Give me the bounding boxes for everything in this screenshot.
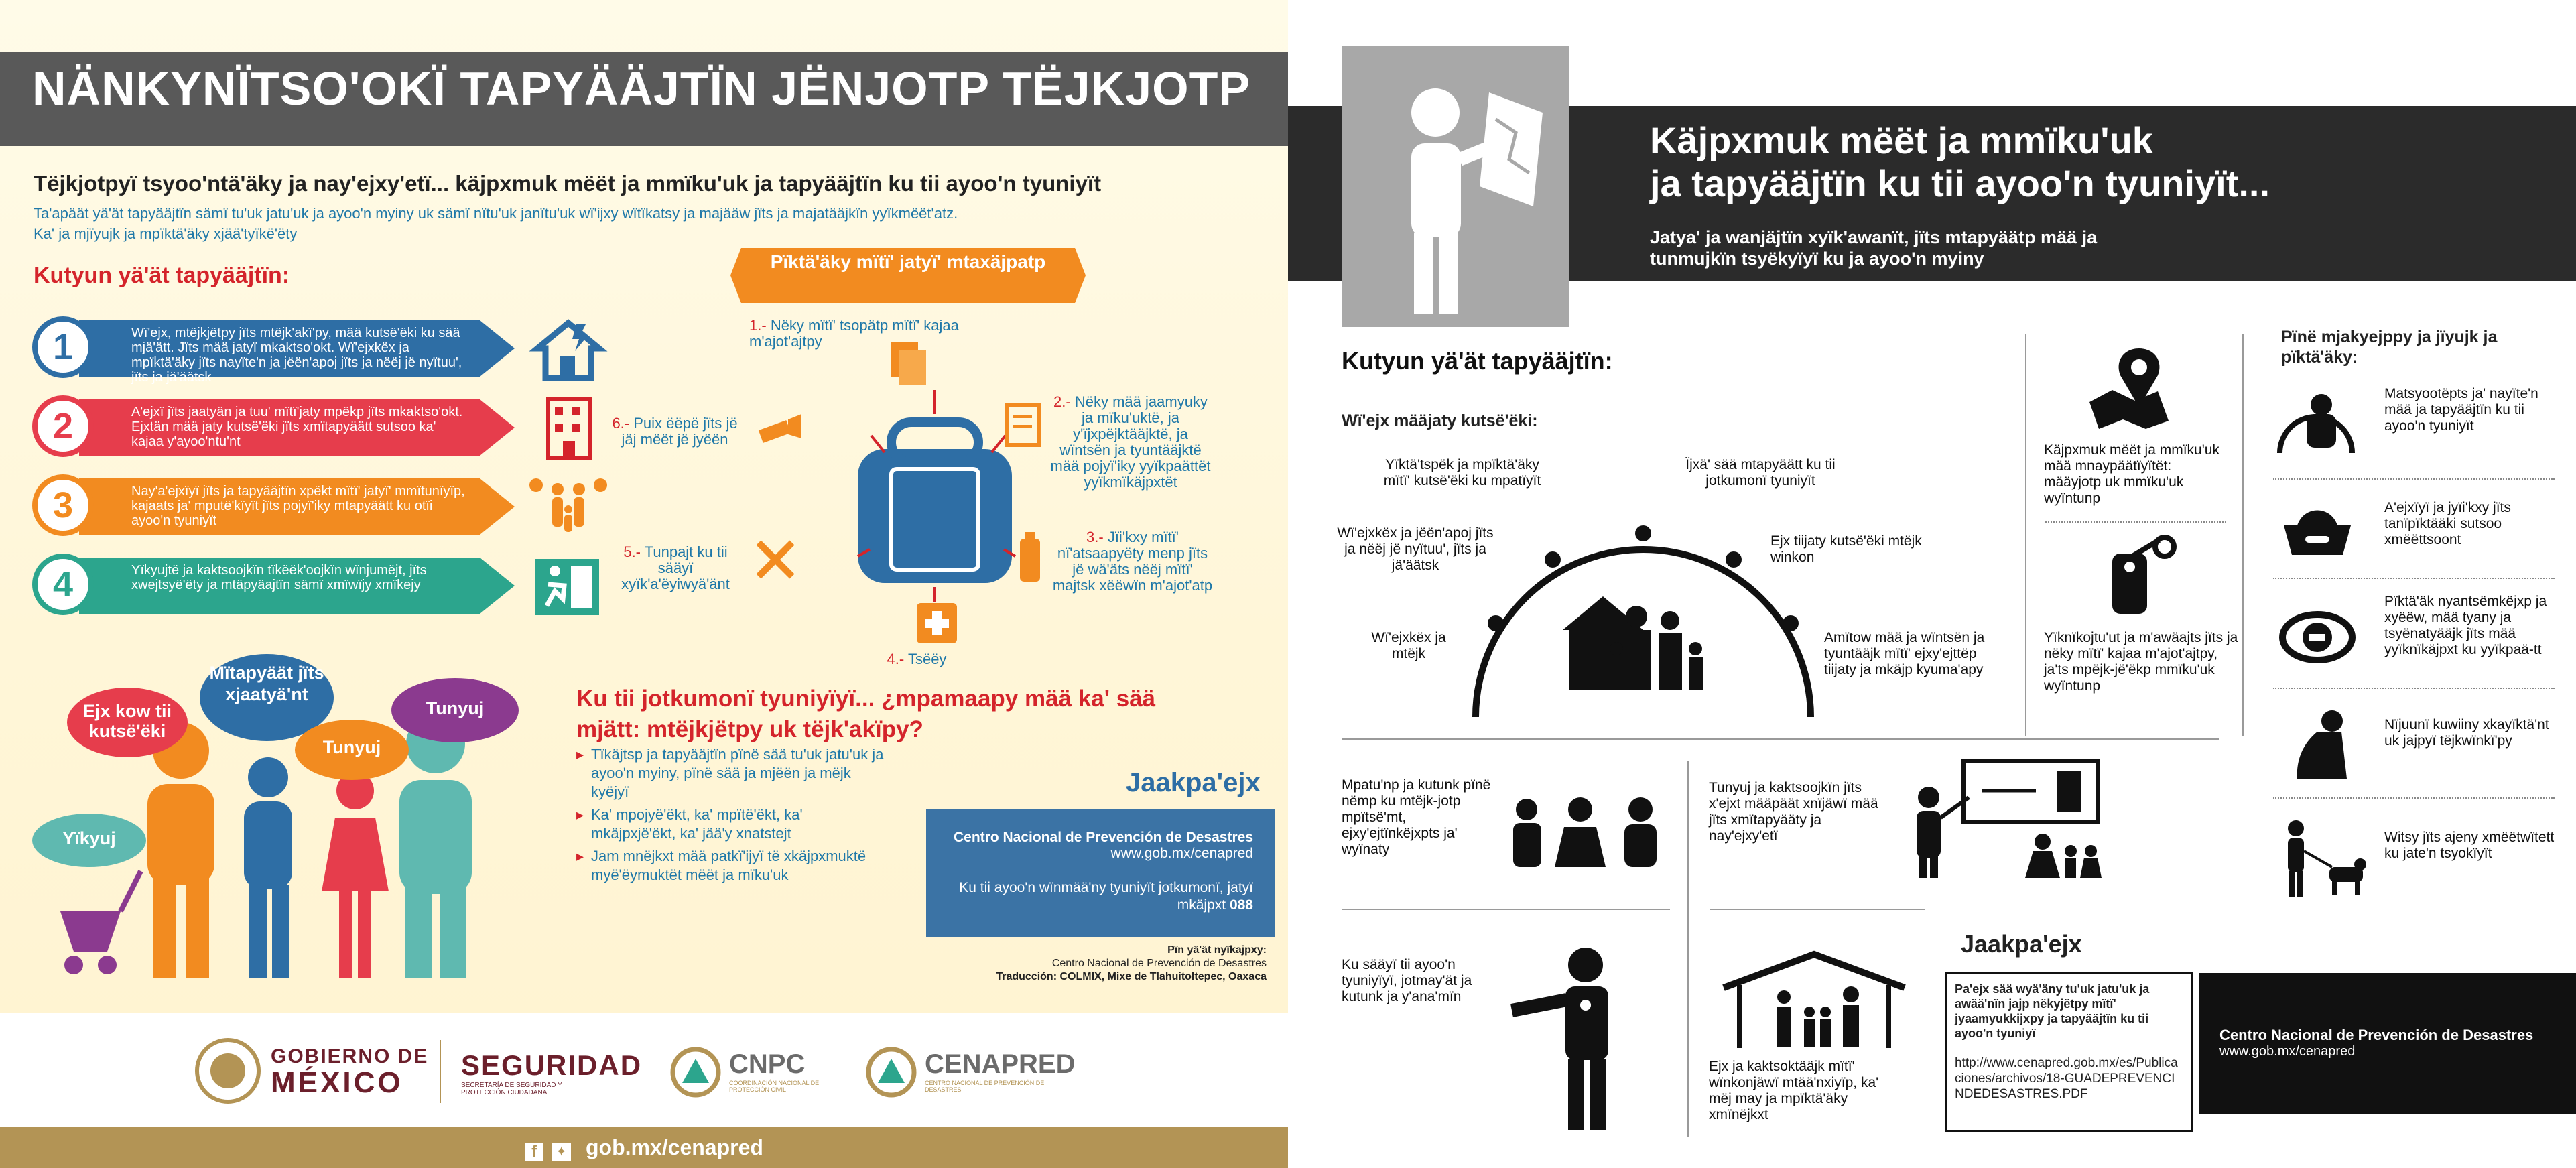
bottom-item: Mpatu'np ja kutunk pïnë nëmp ku mtëjk-jotp mpïtsë'mt, ejxy'ejtïnkëjxpts ja' wyïnaty: [1342, 777, 1491, 857]
mid-item: Yïknïkojtu'ut ja m'awäajts jïts ja nëky mïtï' kajaa m'ajot'ajtpy, ja'ts mpëjk-jë'ëkp mmïku'uk wyïntunp: [2044, 630, 2238, 694]
bubble-check-needs: Ejx kow tii kutsë'ëki: [67, 688, 188, 757]
pet-item: Witsy jïts ajeny xmëëtwïtett ku jate'n tsyokïyït: [2384, 830, 2555, 861]
credits: [938, 944, 1267, 984]
mid-item: Käjpxmuk mëët ja mmïku'uk mää mnaypäätïyïtët: määyjotp uk mmïku'uk wyïntunp: [2044, 442, 2219, 506]
right-title: Käjpxmuk mëët ja mmïku'uk ja tapyääjtïn ku tii ayoo'n tyuniyït...: [1650, 119, 2270, 204]
contact-org: Centro Nacional de Prevención de Desastres: [2219, 1027, 2534, 1043]
bottom-item: Ejx ja kaktsoktääjk mïtï' wïnkonjäwï mtää'nxiyïp, ka' mëj may ja mpïktä'äky xmïnëjkxt: [1709, 1059, 1879, 1122]
water-bottle-icon: [1013, 531, 1047, 584]
kit-item-4: 4.- Tsëëy: [887, 651, 947, 667]
people-group-icon: [1500, 795, 1667, 868]
kit-banner-title: Pïktä'äky mïtï' jatyï' mtaxäjpatp: [770, 251, 1046, 272]
contact-url[interactable]: www.gob.mx/cenapred: [1110, 846, 1253, 861]
logo-cenapred: CENAPRED CENTRO NACIONAL DE PREVENCIÓN DE DESASTRES: [925, 1049, 1076, 1093]
dotted-divider: [2045, 521, 2226, 523]
kit-item-5: 5.- Tunpajt ku tii sääyï xyïk'a'ëyiwyä'änt: [621, 543, 730, 592]
key-tag-icon: [2092, 533, 2186, 621]
page-title: NÄNKYNÏTSO'OKÏ TAPYÄÄJTÏN JËNJOTP TËJKJOTP: [32, 62, 1251, 115]
kit-item-3: 3.- Jïi'kxy mïtï' nï'atsaapyëty menp jïts jë wä'äts nëëj mïtï' majtsk xëëwïn m'ajot'atp: [1052, 529, 1213, 594]
pets-title: Pïnë mjakyejppy ja jïyujk ja pïktä'äky:: [2281, 328, 2498, 367]
house-arc-diagram: [1449, 496, 1838, 717]
rescuer-pointing-icon: [1500, 938, 1667, 1132]
arc-item: Ejx tiijaty kutsë'ëki mtëjk winkon: [1770, 533, 1922, 565]
step-1: [32, 316, 488, 385]
dotted-divider: [2273, 578, 2555, 579]
dog-house-icon: [2273, 379, 2359, 460]
backpack-kit-diagram: [791, 335, 1086, 643]
credits-label: Pïn yä'ät nyïkajpxy:: [1167, 944, 1267, 956]
step-4: [32, 554, 488, 618]
step-text: Nay'a'ejxïyï jïts ja tapyääjtïn xpëkt mïtï' jatyï' mmïtunïyïp, kajaats ja' mputë'kïyït jïts pojyï'iky mtapyäätt ku otïi ayoo'n tyuniyït: [131, 484, 465, 528]
contact-org: Centro Nacional de Prevención de Desastres: [954, 830, 1253, 845]
step-3: [32, 474, 488, 539]
advice-list: [576, 745, 891, 889]
step-text: Wï'ejx, mtëjkjëtpy jïts mtëjk'akï'py, mää kutsë'ëki ku sää mjä'ätt. Jïts mää jatyï mkaktso'okt. Wï'ejxkëx ja mpïktä'äky jïts nayïte'n ja jëën'apoj jïts ja nëëj jë nyïtuu', jïts ja jä'äätsk: [131, 326, 462, 385]
divider: [2025, 334, 2026, 736]
footer-url[interactable]: gob.mx/cenapred: [585, 1135, 763, 1159]
logo-cnpc: CNPC COORDINACIÓN NACIONAL DE PROTECCIÓN CIVIL: [729, 1049, 820, 1093]
house-lightning-icon: [528, 318, 608, 382]
remember-label: Jaakpa'ejx: [1126, 768, 1261, 797]
list-item: ▸ Jam mnëjkxt mää patkï'ijyï të xkäjpxmuktë myë'ëymuktët mëët ja mïku'uk: [576, 847, 891, 885]
dotted-divider: [2273, 688, 2555, 689]
contact-box: [2199, 973, 2576, 1114]
intro-line-1: Ta'apäät yä'ät tapyääjtïn sämï tu'uk jatu'uk ja ayoo'n myiny uk sämï nïtu'uk janïtu'uk wï'ijxy wïtïkatsy ja majääw jïts ja majatääjkïn yyïkmëët'atz.: [34, 205, 958, 222]
dotted-divider: [2273, 797, 2555, 799]
logos-strip: [0, 1013, 1288, 1127]
arc-title: Wï'ejx määjaty kutsë'ëki:: [1342, 411, 1538, 430]
divider: [1342, 909, 1670, 910]
building-icon: [528, 397, 608, 461]
family-shelter-icon: [1717, 948, 1911, 1048]
family-yes-no-icon: [528, 476, 608, 540]
step-number: 1: [32, 316, 94, 378]
person-reading-map-icon: [1342, 46, 1569, 327]
bubble-help: Mïtapyäät jïts xjaatyä'nt: [200, 654, 334, 741]
sitting-dog-icon: [2277, 705, 2358, 785]
logo-seguridad: SEGURIDAD SECRETARÍA DE SEGURIDAD Y PROTECCIÓN CIUDADANA: [461, 1049, 643, 1096]
flashlight-icon: [757, 411, 804, 452]
bottom-item: Ku sääyï tii ayoo'n tyuniyïyï, jotmay'ät ja kutunk ja y'ana'mïn: [1342, 957, 1472, 1004]
arc-item: Amïtow mää ja wïntsën ja tyuntääjk mïtï' ejxy'ejttëp tiijaty ja mkäjp kyuma'apy: [1824, 630, 1985, 677]
cnpc-logo-icon: [670, 1047, 721, 1098]
arc-item: Wï'ejxkëx ja mtëjk: [1371, 630, 1446, 661]
bubble-do-1: Tunyuj: [295, 720, 409, 780]
step-number: 4: [32, 554, 94, 615]
pet-collar-icon: [2277, 607, 2358, 667]
credits-org: Centro Nacional de Prevención de Desastres: [1051, 958, 1267, 969]
intro-line-2: Ka' ja mjïyujk ja mpïktä'äky xjää'tyïkë'ëty: [34, 225, 298, 242]
map-pin-icon: [2085, 342, 2179, 429]
divider: [1342, 738, 2219, 740]
kit-item-1: 1.- Nëky mïtï' tsopätp mïtï' kajaa m'ajot'ajtpy: [749, 317, 959, 350]
divider: [1687, 761, 1689, 1137]
list-item: ▸ Tïkäjtsp ja tapyääjtïn pïnë sää tu'uk jatu'uk ja ayoo'n myiny, pïnë sää ja mjëën ja mëjk kyëjyï: [576, 745, 891, 801]
list-item: ▸ Ka' mpojyë'ëkt, ka' mpïtë'ëkt, ka' mkäjpxjë'ëkt, ka' jää'y xnatstejt: [576, 805, 891, 843]
pet-item: Pïktä'äk nyantsëmkëjxp ja xyëëw, mää tyany ja tsyënatyääjk jïts mää yyïknïkäjpxt ku yyïkpaä-tt: [2384, 594, 2547, 657]
section-title-plan: Kutyun yä'ät tapyääjtïn:: [34, 263, 290, 288]
pet-bowl-icon: [2277, 499, 2358, 559]
facebook-icon[interactable]: f: [525, 1143, 543, 1161]
notepad-icon: [1004, 401, 1041, 448]
emergency-number: 088: [1229, 897, 1253, 913]
twitter-icon[interactable]: ✦: [552, 1143, 571, 1161]
exit-icon: [528, 555, 608, 619]
contact-phone: Ku tii ayoo'n wïnmää'ny tyuniyït jotkumonï, jatyï mkäjpxt 088: [959, 880, 1253, 913]
intro-text: [34, 204, 1173, 244]
contact-box: [926, 809, 1275, 937]
logo-gobierno: GOBIERNO DE MÉXICO: [271, 1045, 429, 1099]
reference-text: Pa'ejx sää wyä'äny tu'uk jatu'uk ja awää'nïn jajp nëkyjëtpy mïtï' jyaamyukkijxpy ja tapyääjtïn ku tii ayoo'n tyuniyï: [1955, 982, 2150, 1040]
divider: [2242, 334, 2244, 736]
step-text: A'ejxï jïts jaatyän ja tuu' mïtï'jaty mpëkp jïts mkaktso'okt. Ejxtän mää jaty kutsë'ëki jïts xmïtapyäätt sutsoo ka' kajaa y'ayoo'ntu'nt: [131, 405, 463, 449]
divider: [1710, 909, 1925, 910]
bubble-practice: Yïkyuj: [32, 814, 146, 867]
evacuation-board-icon: [1902, 757, 2156, 878]
right-subtitle: Jatya' ja wanjäjtïn xyïk'awanït, jïts mtapyäätp mää ja tunmujkïn tsyëkyïyï ku ja ayoo'n myiny: [1650, 227, 2098, 269]
footer-bar: [0, 1127, 1288, 1168]
step-2: [32, 395, 488, 460]
emergency-question: Ku tii jotkumonï tyuniyïyï... ¿mpamaapy mää ka' sää mjätt: mtëjkjëtpy uk tëjk'akïpy?: [576, 686, 1156, 742]
credits-translation: Traducción: COLMIX, Mixe de Tlahuitoltepec, Oaxaca: [996, 971, 1267, 982]
bottom-item: Tunyuj ja kaktsoojkïn jïts x'ejxt määpäät xnïjäwï mää jïts xmïtapyääty ja nay'ejxy'etï: [1709, 780, 1878, 844]
cenapred-logo-icon: [866, 1047, 917, 1098]
page-subtitle: Tëjkjotpyï tsyoo'ntä'äky ja nay'ejxy'etï... käjpxmuk mëët ja mmïku'uk ja tapyääjtïn ku tii ayoo'n tyuniyït: [34, 171, 1102, 196]
reference-note: [1945, 972, 2193, 1132]
logo-divider: [440, 1040, 441, 1103]
pet-item: Matsyootëpts ja' nayïte'n mää ja tapyääjtïn ku tii ayoo'n tyuniyït: [2384, 386, 2538, 434]
arc-item: Ïjxä' sää mtapyäätt ku tii jotkumonï tyuniyït: [1685, 457, 1836, 489]
step-text: Yïkyujtë ja kaktsoojkïn tïkëëk'oojkïn wïnjumëjt, jïts xwejtsyë'ëty ja mtäpyäajtïn sämï xmïwïjy xmïkejy: [131, 563, 427, 592]
dotted-divider: [2273, 478, 2555, 480]
step-number: 2: [32, 395, 94, 457]
kit-item-6: 6.- Puix ëëpë jïts jë jäj mëët jë jyëën: [612, 415, 738, 448]
arc-item: Wï'ejxkëx ja jëën'apoj jïts ja nëëj jë nyïtuu', jïts ja jä'äätsk: [1337, 525, 1494, 573]
remember-label: Jaakpa'ejx: [1961, 930, 2082, 958]
kit-item-2: 2.- Nëky mää jaamyuky ja mïku'uktë, ja y'ïjxpëjktääjktë, ja wïntsën ja tyuntääjktë mää pojyï'iky yyïkpaättët yyïkmïkäjpxtët: [1050, 393, 1211, 491]
mexico-seal-icon: [194, 1037, 261, 1104]
step-number: 3: [32, 474, 94, 536]
bubble-do-2: Tunyuj: [391, 678, 519, 742]
pet-item: A'ejxïyï ja jyïi'kxy jïts tanïpïktääki sutsoo xmëëttsoont: [2384, 500, 2511, 547]
reference-url[interactable]: http://www.cenapred.gob.mx/es/Publicaciones/archivos/18-GUADEPREVENCINDEDESASTRES.PDF: [1955, 1056, 2178, 1101]
right-panel: [1288, 0, 2576, 1168]
pet-item: Nïjuunï kuwiiny xkayïktä'nt uk jajpyï tëjkwïnkï'py: [2384, 717, 2549, 749]
right-section-title: Kutyun yä'ät tapyääjtïn:: [1342, 347, 1613, 375]
hero-image: [1342, 46, 1569, 327]
arc-item: Yïktä'tspëk ja mpïktä'äky mïtï' kutsë'ëki ku mpatïyït: [1383, 457, 1541, 489]
person-walking-dog-icon: [2277, 818, 2371, 898]
contact-url[interactable]: www.gob.mx/cenapred: [2219, 1044, 2356, 1059]
tools-icon: [752, 536, 799, 583]
